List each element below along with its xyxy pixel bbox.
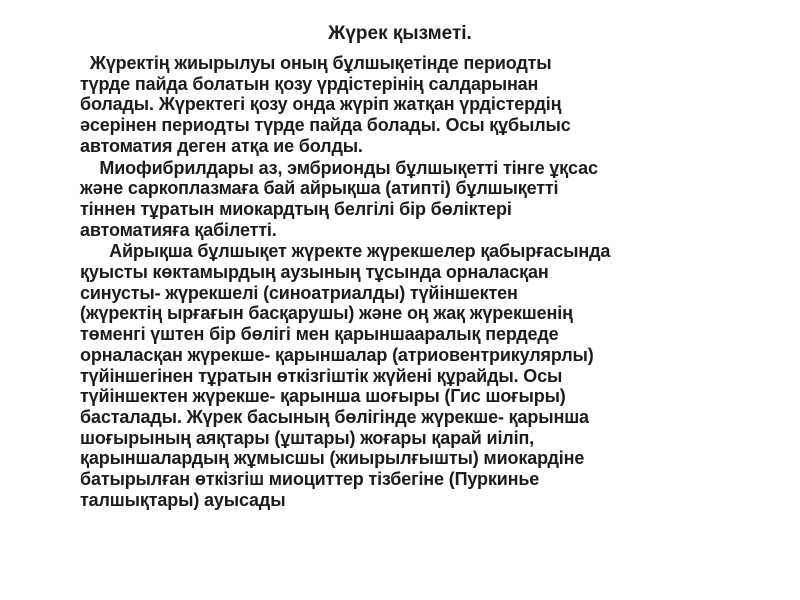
slide-title: Жүрек қызметі. [328, 23, 472, 44]
text-line: түйіншектен жүрекше- қарынша шоғыры (Гис шоғыры) [80, 386, 566, 407]
text-line: түрде пайда болатын қозу үрдістерінің салдарынан [80, 73, 539, 94]
body-text [80, 53, 760, 511]
text-line: орналасқан жүрекше- қарыншалар (атриовентрикулярлы) [80, 344, 594, 365]
text-line: автоматияға қабілетті. [80, 219, 277, 240]
text-line: түйіншегінен тұратын өткізгіштік жүйені құрайды. Осы [80, 365, 563, 386]
paragraph-atypical-muscle [80, 158, 760, 241]
text-line: және саркоплазмаға бай айрықша (атипті) бұлшықетті [80, 178, 559, 199]
text-line: болады. Жүректегі қозу онда жүріп жатқан үрдістердің [80, 94, 562, 115]
text-line: автоматия деген атқа ие болды. [80, 135, 363, 156]
text-line: басталады. Жүрек басының бөлігінде жүрекше- қарынша [80, 406, 589, 427]
text-line: әсерінен периодты түрде пайда болады. Осы құбылыс [80, 115, 571, 136]
text-line: тіннен тұратын миокардтың белгілі бір бөліктері [80, 198, 512, 219]
text-line: қуысты көктамырдың аузының тұсында орналасқан [80, 262, 549, 283]
text-line: төменгі үштен бір бөлігі мен қарыншааралық пердеде [80, 324, 559, 345]
text-line: талшықтары) ауысады [80, 489, 286, 510]
text-line: қарыншалардың жұмысшы (жиырылғышты) миокардіне [80, 448, 585, 469]
text-line: (жүректің ырғағын басқарушы) және оң жақ жүрекшенің [80, 303, 573, 324]
text-line: Жүректің жиырылуы оның бұлшықетінде периодты [80, 53, 552, 73]
paragraph-automaticity [80, 53, 760, 157]
text-line: батырылған өткізгіш миоциттер тізбегіне (Пуркинье [80, 469, 540, 490]
text-line: шоғырының аяқтары (ұштары) жоғары қарай иіліп, [80, 427, 535, 448]
text-line: Айрықша бұлшықет жүректе жүрекшелер қабырғасында [80, 241, 611, 262]
text-line: Миофибрилдары аз, эмбрионды бұлшықетті тінге ұқсас [80, 157, 598, 178]
paragraph-conduction-system [80, 241, 760, 510]
text-line: синусты- жүрекшелі (синоатриалды) түйіншектен [80, 282, 518, 303]
